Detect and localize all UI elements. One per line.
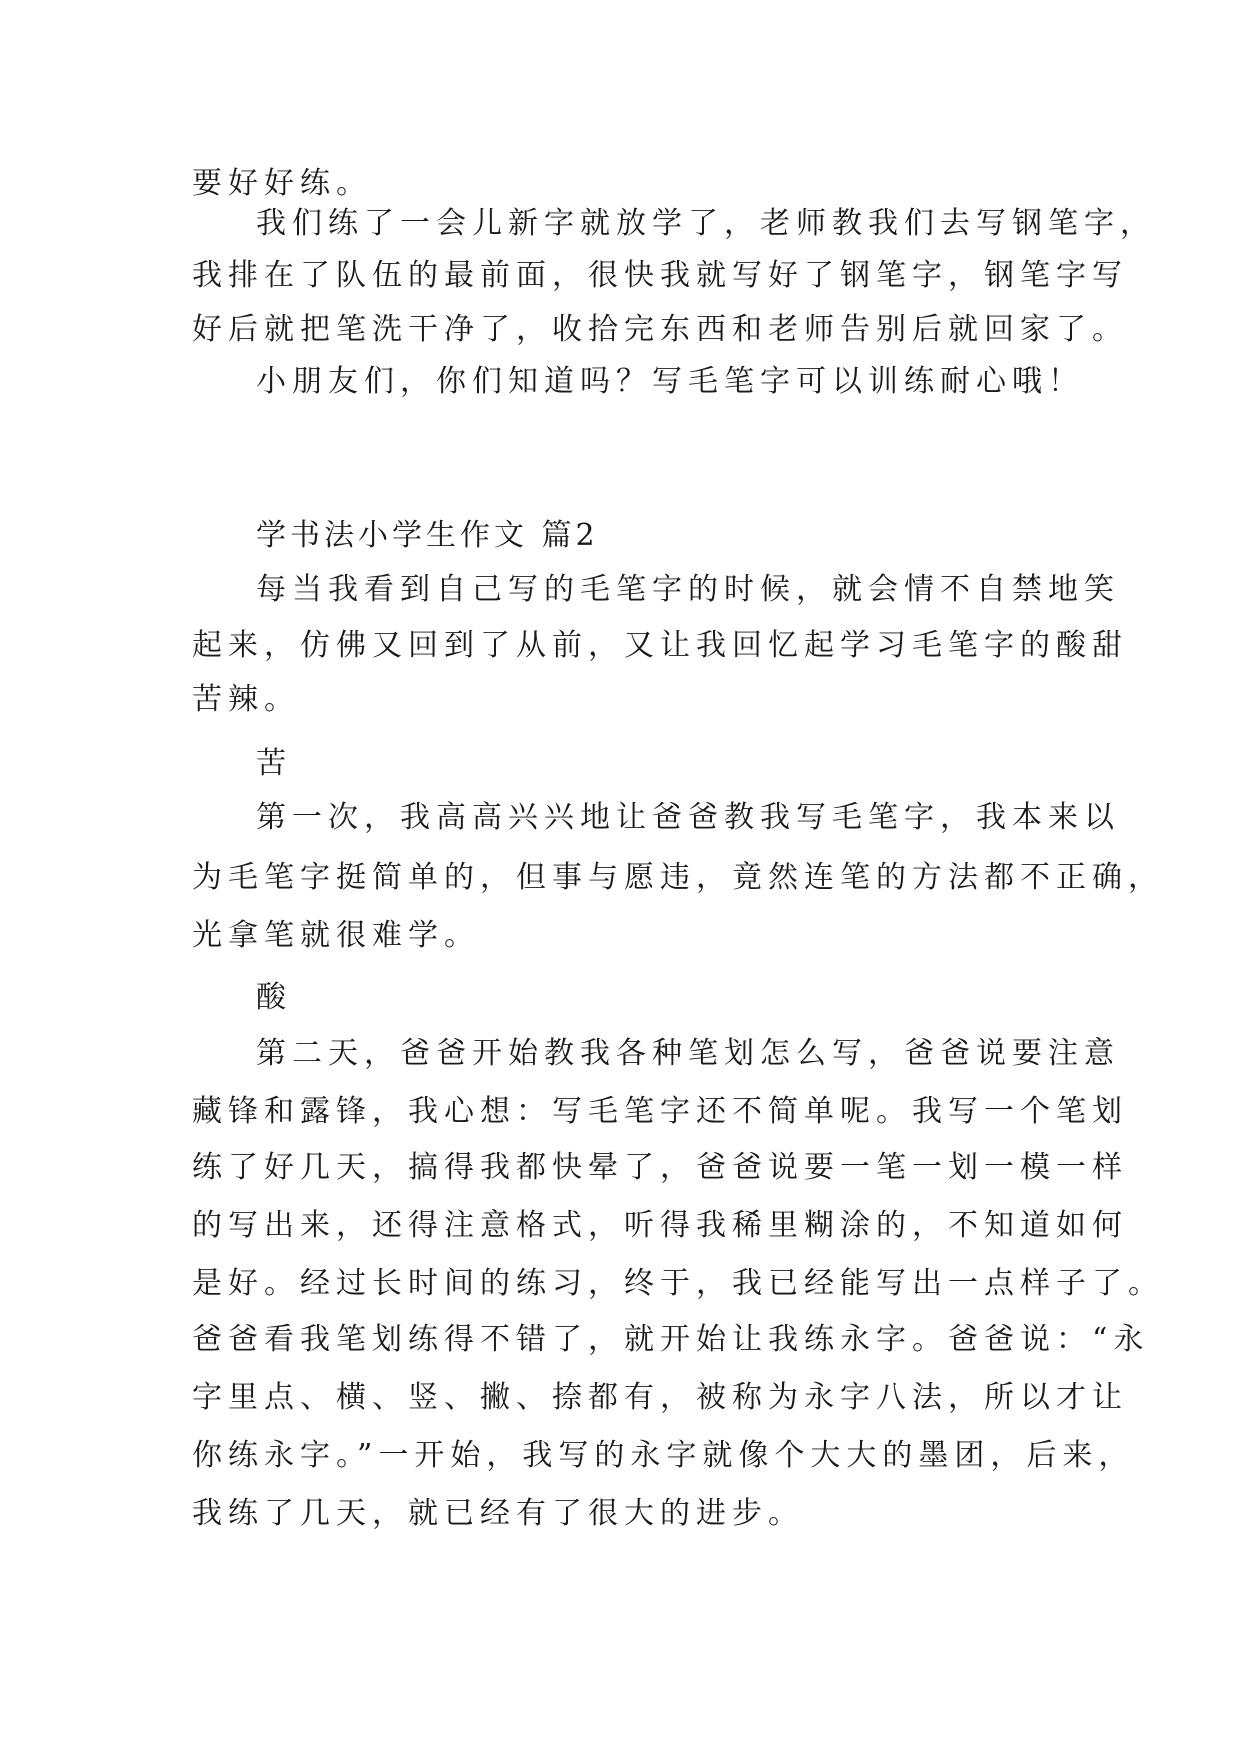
text-line: 爸爸看我笔划练得不错了，就开始让我练永字。爸爸说：“永 — [192, 1322, 1150, 1357]
text-line: 你练永字。”一开始，我写的永字就像个大大的墨团，后来， — [192, 1438, 1135, 1473]
paragraph-start: 每当我看到自己写的毛笔字的时候，就会情不自禁地笑 — [256, 572, 1120, 607]
essay-heading: 学书法小学生作文 篇2 — [256, 518, 599, 553]
text-line: 是好。经过长时间的练习，终于，我已经能写出一点样子了。 — [192, 1266, 1164, 1301]
text-line: 的写出来，还得注意格式，听得我稀里糊涂的，不知道如何 — [192, 1208, 1128, 1243]
text-line: 我练了几天，就已经有了很大的进步。 — [192, 1496, 804, 1531]
text-line: 字里点、横、竖、撇、捺都有，被称为永字八法，所以才让 — [192, 1380, 1128, 1415]
text-line: 我排在了队伍的最前面，很快我就写好了钢笔字，钢笔字写 — [192, 258, 1128, 293]
paragraph-start: 第一次，我高高兴兴地让爸爸教我写毛笔字，我本来以 — [256, 800, 1120, 835]
text-line: 起来，仿佛又回到了从前，又让我回忆起学习毛笔字的酸甜 — [192, 628, 1128, 663]
text-line: 苦辣。 — [192, 682, 300, 717]
text-line: 要好好练。 — [192, 166, 372, 201]
text-line: 为毛笔字挺简单的，但事与愿违，竟然连笔的方法都不正确， — [192, 860, 1164, 895]
paragraph-start: 第二天，爸爸开始教我各种笔划怎么写，爸爸说要注意 — [256, 1036, 1120, 1071]
paragraph-start: 我们练了一会儿新字就放学了，老师教我们去写钢笔字， — [256, 206, 1156, 241]
section-label: 酸 — [256, 980, 292, 1015]
text-line: 光拿笔就很难学。 — [192, 918, 480, 953]
paragraph-start: 小朋友们，你们知道吗？写毛笔字可以训练耐心哦！ — [256, 364, 1084, 399]
text-line: 练了好几天，搞得我都快晕了，爸爸说要一笔一划一模一样 — [192, 1150, 1128, 1185]
section-label: 苦 — [256, 746, 292, 781]
text-line: 好后就把笔洗干净了，收拾完东西和老师告别后就回家了。 — [192, 312, 1128, 347]
text-line: 藏锋和露锋，我心想：写毛笔字还不简单呢。我写一个笔划 — [192, 1094, 1128, 1129]
